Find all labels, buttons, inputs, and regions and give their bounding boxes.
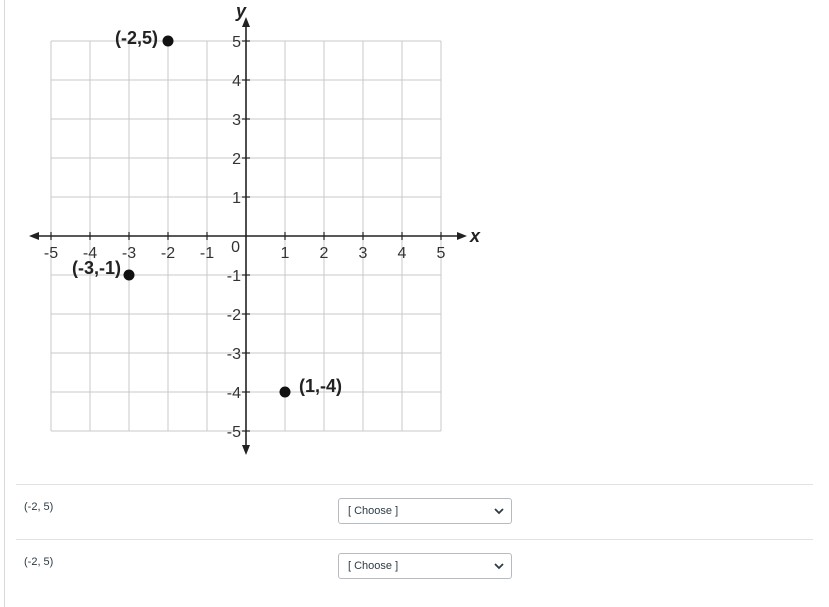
origin-label: 0 xyxy=(231,239,240,256)
select-value: [ Choose ] xyxy=(348,560,399,572)
y-tick-label: 5 xyxy=(232,34,241,51)
point-label: (1,-4) xyxy=(299,376,343,396)
x-tick-label: 3 xyxy=(358,245,368,262)
quadrant-select[interactable] xyxy=(338,498,512,524)
y-axis-label: y xyxy=(236,1,247,21)
y-tick-label: 3 xyxy=(232,112,241,129)
x-tick-label: 1 xyxy=(280,245,290,262)
x-tick-label: -1 xyxy=(199,245,215,262)
point-label: (-3,-1) xyxy=(72,258,121,278)
chevron-down-icon xyxy=(493,504,505,518)
x-tick-label: 5 xyxy=(436,245,446,262)
x-axis-arrow-left xyxy=(29,232,39,240)
point-label: (-2,5) xyxy=(114,28,158,48)
point-label: (-2, 5) xyxy=(24,556,54,568)
answer-row xyxy=(16,484,813,539)
y-tick-label: -1 xyxy=(226,268,241,285)
quadrant-select[interactable] xyxy=(338,553,512,579)
x-tick-label: -5 xyxy=(43,245,59,262)
x-axis-label: x xyxy=(470,226,481,246)
y-tick-label: 2 xyxy=(232,151,241,168)
y-tick-label: 4 xyxy=(232,73,241,90)
x-tick-label: -3 xyxy=(121,245,137,262)
data-point xyxy=(163,36,174,47)
y-tick-label: -5 xyxy=(226,424,241,441)
y-tick-label: -3 xyxy=(226,346,241,363)
data-point xyxy=(280,387,291,398)
y-tick-label: 1 xyxy=(232,190,241,207)
x-tick-label: -2 xyxy=(160,245,176,262)
y-tick-label: -4 xyxy=(226,385,241,402)
x-tick-label: 2 xyxy=(319,245,329,262)
answer-row xyxy=(16,539,813,594)
y-tick-label: -2 xyxy=(226,307,241,324)
x-tick-label: -4 xyxy=(82,245,98,262)
y-axis-arrow-down xyxy=(242,445,250,455)
x-axis-arrow-right xyxy=(457,232,467,240)
point-label: (-2, 5) xyxy=(24,501,54,513)
x-tick-label: 4 xyxy=(397,245,407,262)
select-value: [ Choose ] xyxy=(348,505,399,517)
data-point xyxy=(124,270,135,281)
chevron-down-icon xyxy=(493,559,505,573)
